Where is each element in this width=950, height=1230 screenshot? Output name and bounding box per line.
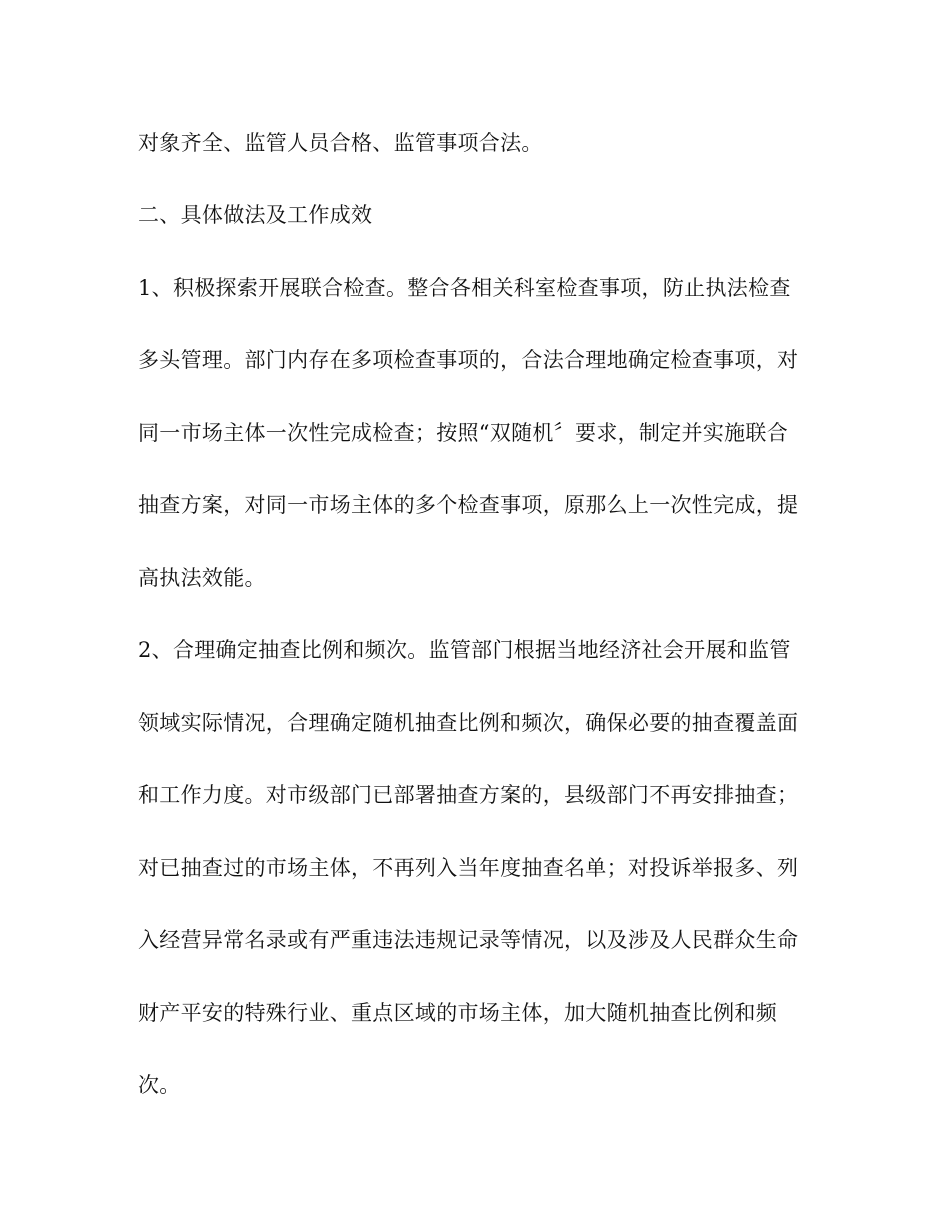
paragraph-line: 同一市场主体一次性完成检查；按照“双随机〞要求，制定并实施联合 [138,421,789,445]
paragraph-line: 财产平安的特殊行业、重点区域的市场主体，加大随机抽查比例和频 [138,1001,777,1025]
paragraph-line: 1、积极探索开展联合检查。整合各相关科室检查事项，防止执法检查 [138,276,791,300]
paragraph-line: 对已抽查过的市场主体，不再列入当年度抽查名单；对投诉举报多、列 [138,856,799,880]
paragraph-line: 入经营异常名录或有严重违法违规记录等情况，以及涉及人民群众生命 [138,928,799,952]
paragraph-line: 抽查方案，对同一市场主体的多个检查事项，原那么上一次性完成，提 [138,493,799,517]
paragraph-line: 次。 [138,1073,181,1097]
section-heading: 二、具体做法及工作成效 [138,203,373,227]
paragraph-line: 领域实际情况，合理确定随机抽查比例和频次，确保必要的抽查覆盖面 [138,711,799,735]
paragraph-line: 多头管理。部门内存在多项检查事项的，合法合理地确定检查事项，对 [138,348,799,372]
paragraph-line: 和工作力度。对市级部门已部署抽查方案的，县级部门不再安排抽查； [138,783,799,807]
paragraph-line: 2、合理确定抽查比例和频次。监管部门根据当地经济社会开展和监管 [138,638,791,662]
paragraph-line: 对象齐全、监管人员合格、监管事项合法。 [138,131,543,155]
paragraph-line: 高执法效能。 [138,566,266,590]
